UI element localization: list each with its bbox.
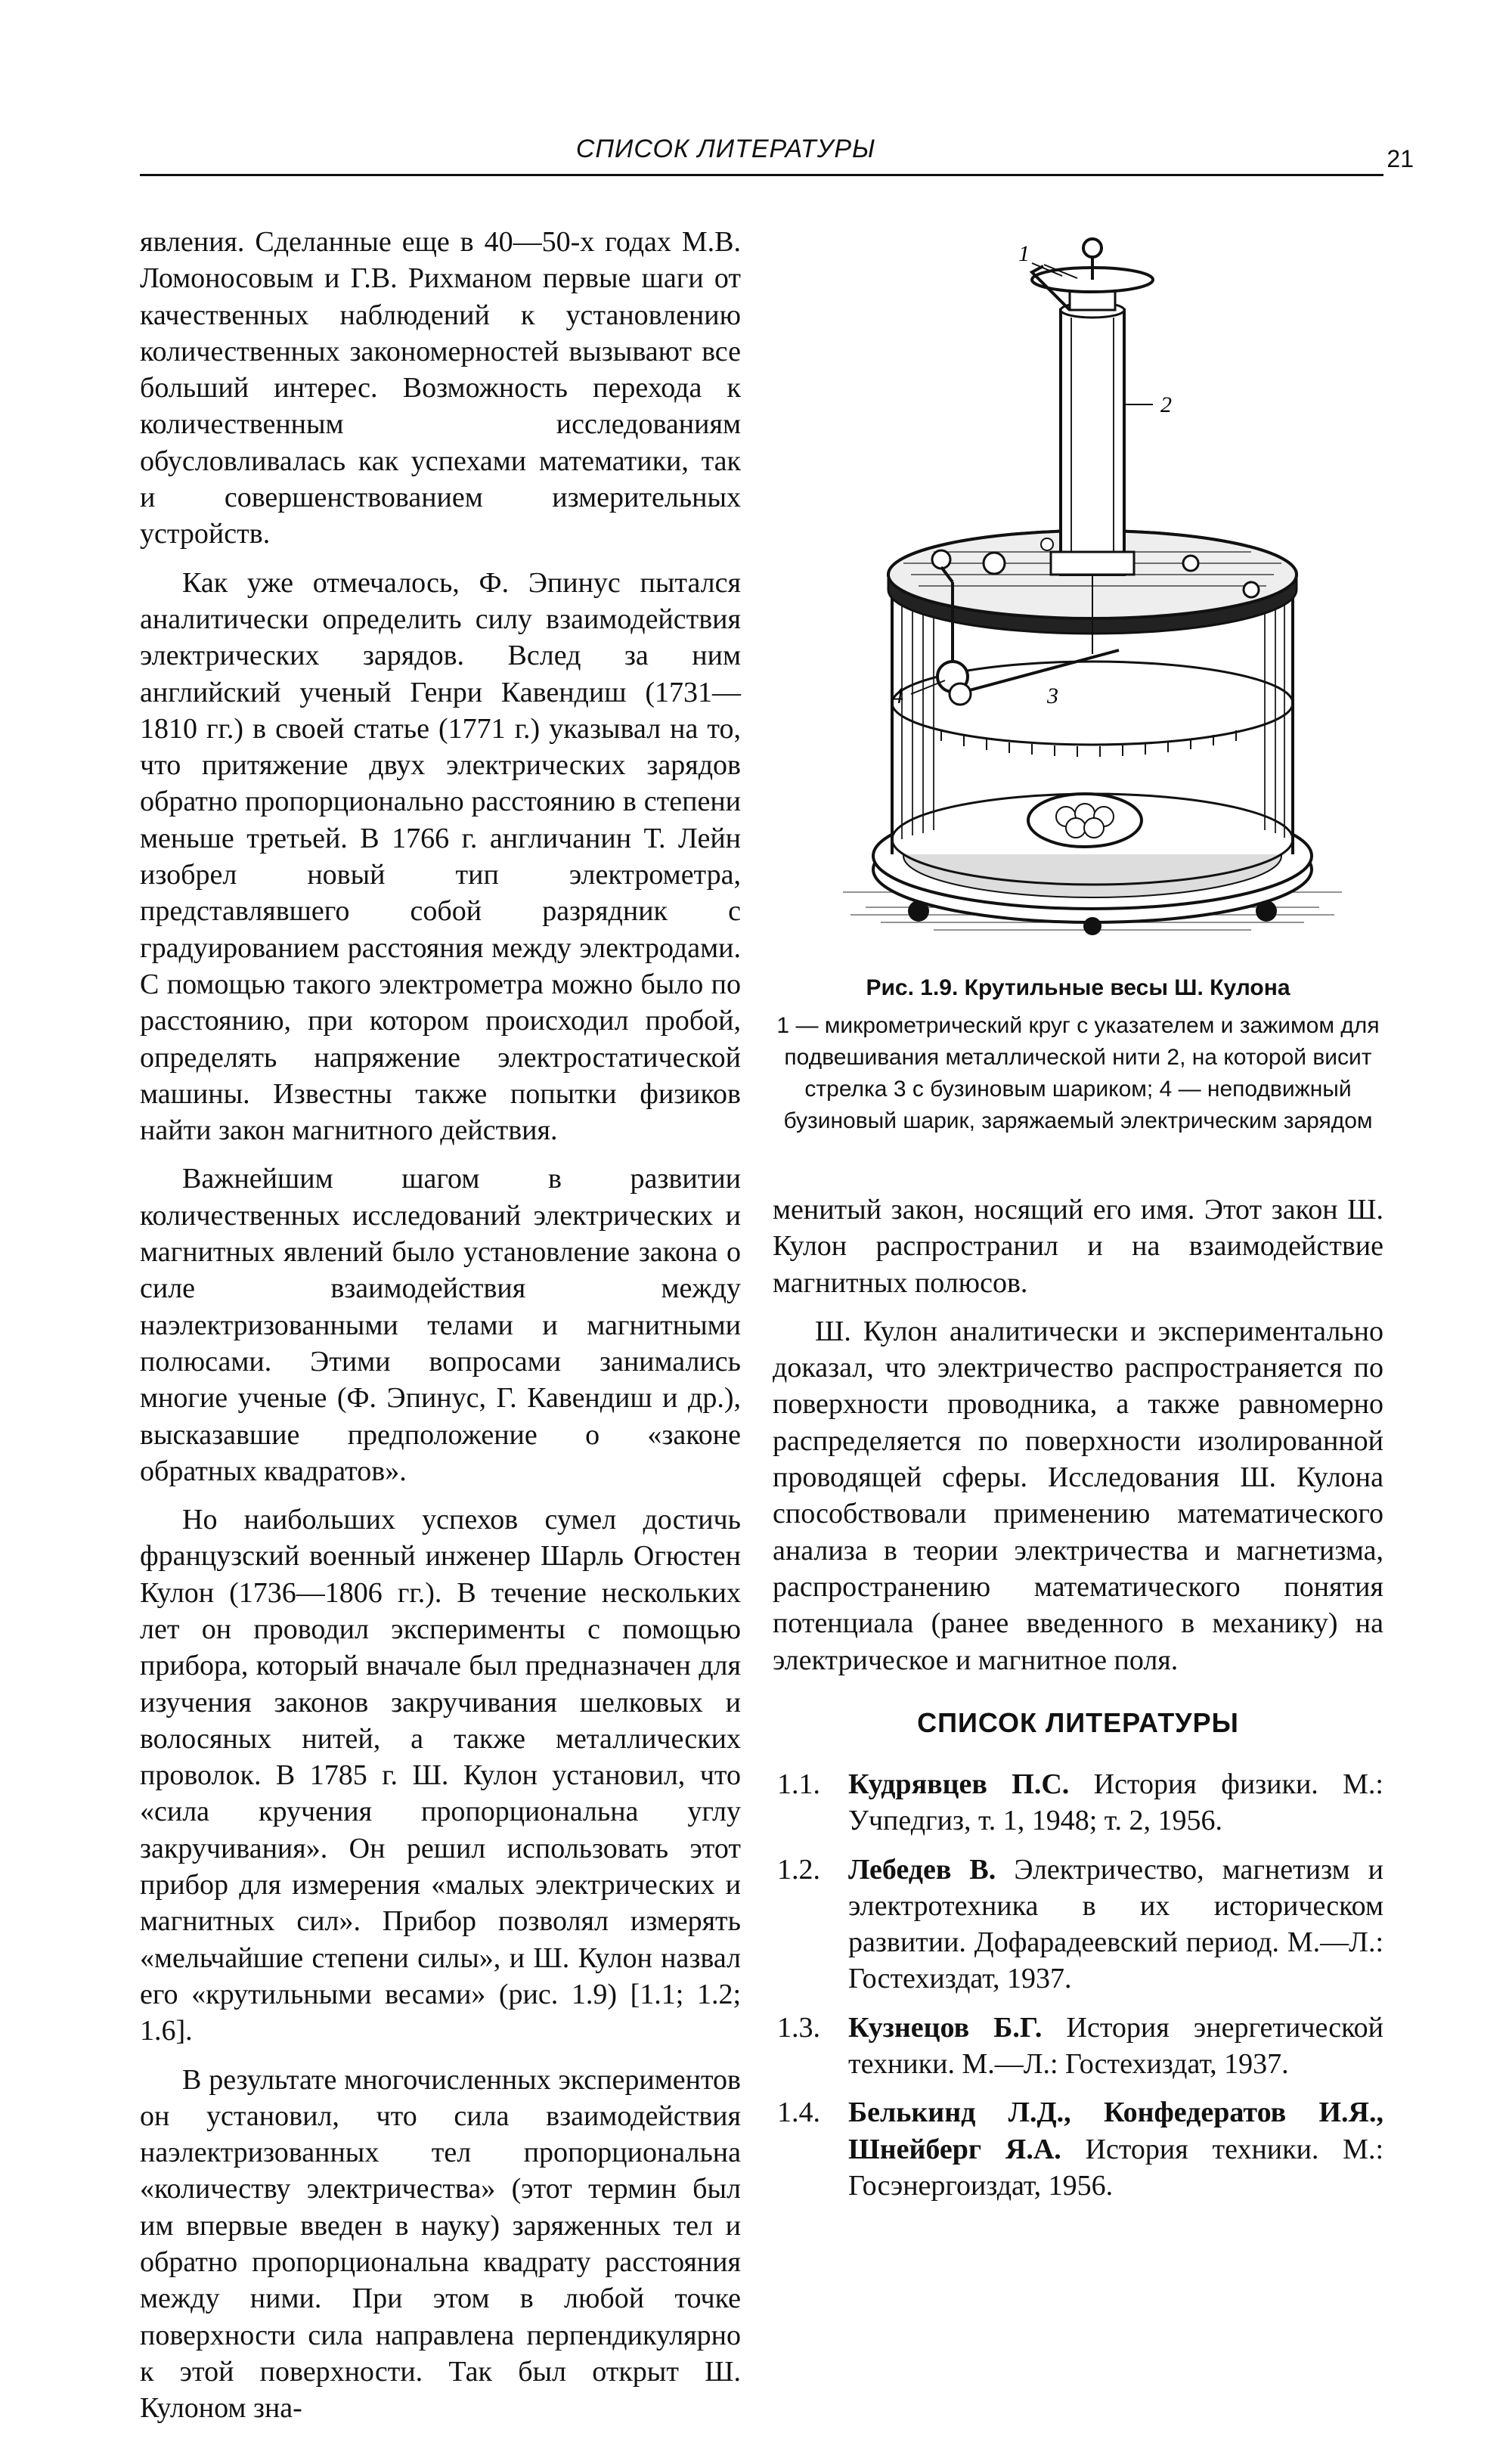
bibliography-item	[773, 1766, 1383, 1839]
foot	[1083, 917, 1101, 935]
bibliography-text: История энергетической техники. М.—Л.: Гостехиздат, 1937.	[848, 2011, 1384, 2081]
figure-caption-title: Рис. 1.9. Крутильные весы Ш. Кулона	[866, 975, 1290, 1000]
bibliography-heading: СПИСОК ЛИТЕРАТУРЫ	[917, 1707, 1239, 1738]
bibliography-author: Кузнецов Б.Г.	[848, 2011, 1067, 2044]
bibliography-number: 1.2.	[777, 1853, 820, 1886]
figure-caption-text: 1 — микрометрический круг с указателем и зажимом для подвешивания металлической нити 2, на которой висит стрелка 3 с бузиновым шариком; 4 — неподвижный бузиновый шарик, заряжаемый электрическим зарядом	[776, 1013, 1380, 1133]
figure-label: 4	[892, 683, 903, 708]
running-header-title: СПИСОК ЛИТЕРАТУРЫ	[575, 135, 876, 163]
bibliography-author: Кудрявцев П.С.	[848, 1768, 1094, 1800]
paragraph: Ш. Кулон аналитически и экспериментально доказал, что электричество распространяется по поверхности проводника, а также равномерно распределяется по поверхности изолированной проводящей сферы. Исследования Ш. Кулона способствовали применению математического анализа в теории электричества и магнетизма, распространению математического понятия потенциала (ранее введенного в механику) на электрическое и магнитное поля.	[773, 1315, 1383, 1676]
paragraph: явления. Сделанные еще в 40—50-х годах М.В. Ломоносовым и Г.В. Рихманом первые шаги от качественных наблюдений к установлению количественных закономерностей вызывают все больший интерес. Возможность перехода к количественным исследованиям обусловливалась как успехами математики, так и совершенствованием измерительных устройств.	[140, 226, 741, 550]
bibliography-list	[773, 1766, 1383, 2216]
bibliography-number: 1.1.	[777, 1768, 820, 1800]
dish	[1028, 794, 1142, 847]
figure-label: 1	[1018, 241, 1030, 266]
torsion-balance-illustration	[820, 219, 1365, 960]
figure-label: 3	[1047, 683, 1058, 708]
bibliography-item	[773, 1852, 1383, 1997]
bibliography-item	[773, 2094, 1383, 2204]
bibliography-number: 1.4.	[777, 2097, 820, 2129]
bibliography-author: Лебедев В.	[848, 1853, 1015, 1886]
paragraph: В результате многочисленных экспериментов он установил, что сила взаимодействия наэлектризованных тел пропорциональна «количеству электричества» (этот термин был им впервые введен в науку) заряженных тел и обратно пропорциональна квадрату расстояния между ними. При этом в любой точке поверхности сила направлена перпендикулярно к этой поверхности. Так был открыт Ш. Кулоном зна-	[140, 2063, 741, 2425]
foot	[1256, 900, 1277, 922]
bibliography-item	[773, 2010, 1383, 2083]
bibliography-text: Электричество, магнетизм и электротехника в их историческом развитии. Дофарадеевский период. М.—Л.: Гостехиздат, 1937.	[848, 1853, 1383, 1995]
left-column	[140, 224, 741, 2439]
bibliography-text: История физики. М.: Учпедгиз, т. 1, 1948; т. 2, 1956.	[848, 1768, 1383, 1837]
bibliography-author: Белькинд Л.Д., Конфедератов И.Я., Шнейберг Я.А.	[848, 2097, 1383, 2165]
needle-ball	[950, 683, 971, 705]
glass-tube	[1051, 302, 1134, 575]
figure-label: 2	[1160, 392, 1172, 417]
foot	[908, 900, 929, 922]
bibliography-number: 1.3.	[777, 2011, 820, 2044]
micrometer-head	[1032, 239, 1153, 310]
bibliography-text: История техники. М.: Госэнергоиздат, 1956.	[848, 2133, 1384, 2202]
paragraph: Важнейшим шагом в развитии количественных исследований электрических и магнитных явлений было установление закона о силе взаимодействия между наэлектризованными телами и магнитными полюсами. Этими вопросами занимались многие ученые (Ф. Эпинус, Г. Кавендиш и др.), высказавшие предположение о «законе обратных квадратов».	[140, 1163, 741, 1487]
paragraph: Как уже отмечалось, Ф. Эпинус пытался аналитически определить силу взаимодействия электрических зарядов. Вслед за ним английский ученый Генри Кавендиш (1731—1810 гг.) в своей статье (1771 г.) указывал на то, что притяжение двух электрических зарядов обратно пропорционально расстоянию в степени меньше третьей. В 1766 г. англичанин Т. Лейн изобрел новый тип электрометра, представлявшего собой разрядник с градуированием расстояния между электродами. С помощью такого электрометра можно было по расстоянию, при котором происходил пробой, определять напряжение электростатической машины. Известны также попытки физиков найти закон магнитного действия.	[140, 566, 741, 1147]
paragraph: Но наибольших успехов сумел достичь французский военный инженер Шарль Огюстен Кулон (1736—1806 гг.). В течение нескольких лет он проводил эксперименты с помощью прибора, который вначале был предназначен для изучения законов закручивания шелковых и волосяных нитей, а также металлических проволок. В 1785 г. Ш. Кулон установил, что «сила кручения пропорциональна углу закручивания». Он решил использовать этот прибор для измерения «малых электрических и магнитных сил». Прибор позволял измерять «мельчайшие степени силы», и Ш. Кулон назвал его «крутильными весами» (рис. 1.9) [1.1; 1.2; 1.6].	[140, 1504, 741, 2047]
right-column	[773, 1192, 1383, 1691]
page-number: 21	[1387, 145, 1414, 172]
header-rule	[140, 174, 1383, 176]
paragraph: менитый закон, носящий его имя. Этот закон Ш. Кулон распространил и на взаимодействие магнитных полюсов.	[773, 1194, 1383, 1299]
